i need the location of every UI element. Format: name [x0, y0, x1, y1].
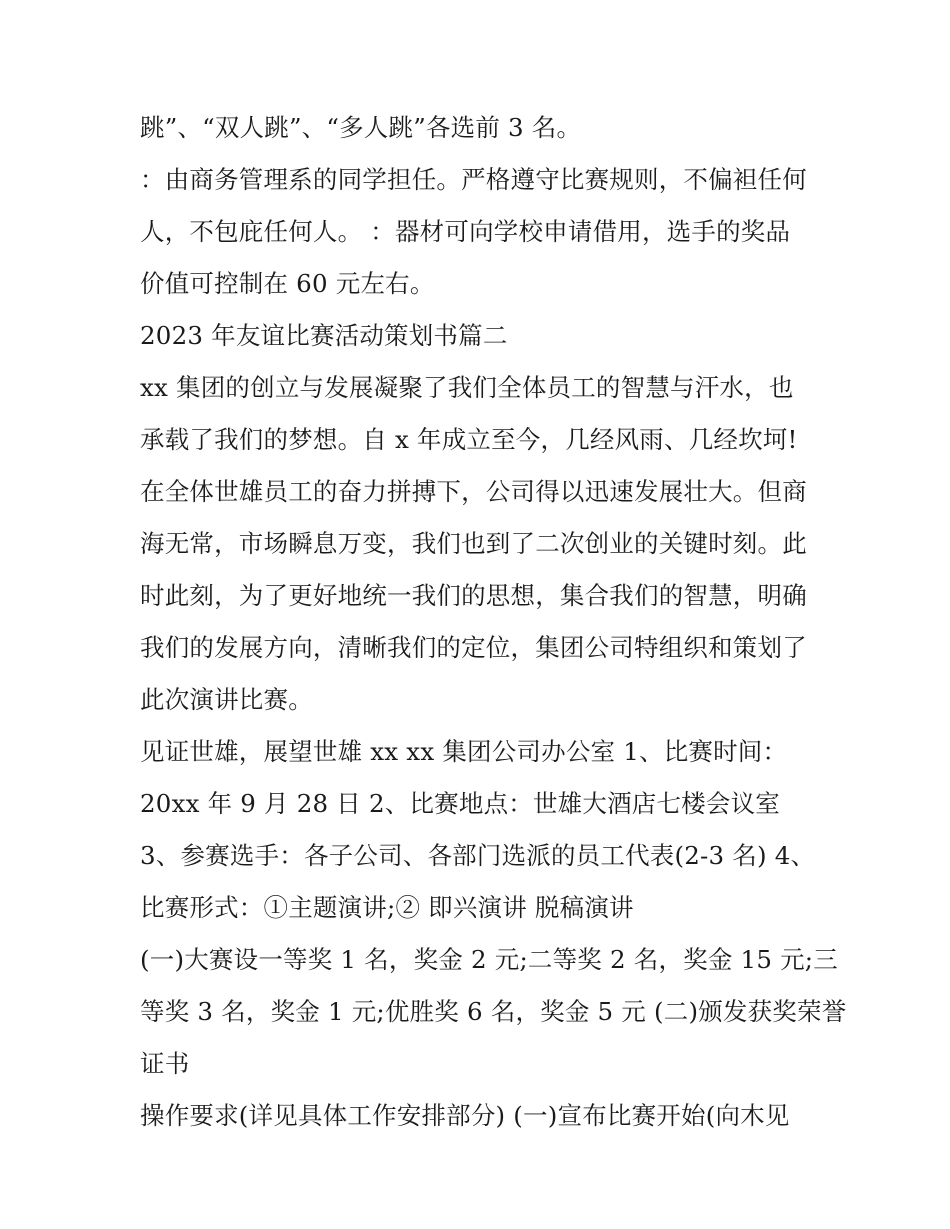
- section-heading: 2023 年友谊比赛活动策划书篇二: [140, 321, 508, 350]
- text-line-14: 20xx 年 9 月 28 日 2、比赛地点：世雄大酒店七楼会议室: [140, 789, 780, 818]
- text-line-7: 承载了我们的梦想。自 x 年成立至今，几经风雨、几经坎坷!: [140, 425, 798, 454]
- text-line-1: 跳”、“双人跳”、“多人跳”各选前 3 名。: [140, 113, 582, 142]
- text-line-11: 我们的发展方向，清晰我们的定位，集团公司特组织和策划了: [140, 633, 807, 662]
- text-line-19: 证书: [140, 1049, 190, 1078]
- text-line-9: 海无常，市场瞬息万变，我们也到了二次创业的关键时刻。此: [140, 529, 807, 558]
- text-line-4: 价值可控制在 60 元左右。: [140, 269, 435, 298]
- text-line-3: 人，不包庇任何人。 ：器材可向学校申请借用，选手的奖品: [140, 217, 791, 246]
- text-line-2: ：由商务管理系的同学担任。严格遵守比赛规则，不偏袒任何: [140, 165, 807, 194]
- text-line-18: 等奖 3 名，奖金 1 元;优胜奖 6 名，奖金 5 元 (二)颁发获奖荣誉: [140, 997, 847, 1026]
- text-line-15: 3、参赛选手：各子公司、各部门选派的员工代表(2-3 名) 4、: [140, 841, 816, 870]
- text-line-16: 比赛形式：①主题演讲;② 即兴演讲 脱稿演讲: [140, 893, 634, 922]
- text-line-8: 在全体世雄员工的奋力拼搏下，公司得以迅速发展壮大。但商: [140, 477, 807, 506]
- text-line-10: 时此刻，为了更好地统一我们的思想，集合我们的智慧，明确: [140, 581, 807, 610]
- text-line-6: xx 集团的创立与发展凝聚了我们全体员工的智慧与汗水，也: [140, 373, 794, 402]
- text-line-13: 见证世雄，展望世雄 xx xx 集团公司办公室 1、比赛时间：: [140, 737, 788, 766]
- text-line-17: (一)大赛设一等奖 1 名，奖金 2 元;二等奖 2 名，奖金 15 元;三: [140, 945, 838, 974]
- text-line-12: 此次演讲比赛。: [140, 685, 313, 714]
- text-line-20: 操作要求(详见具体工作安排部分) (一)宣布比赛开始(向木见: [140, 1101, 790, 1130]
